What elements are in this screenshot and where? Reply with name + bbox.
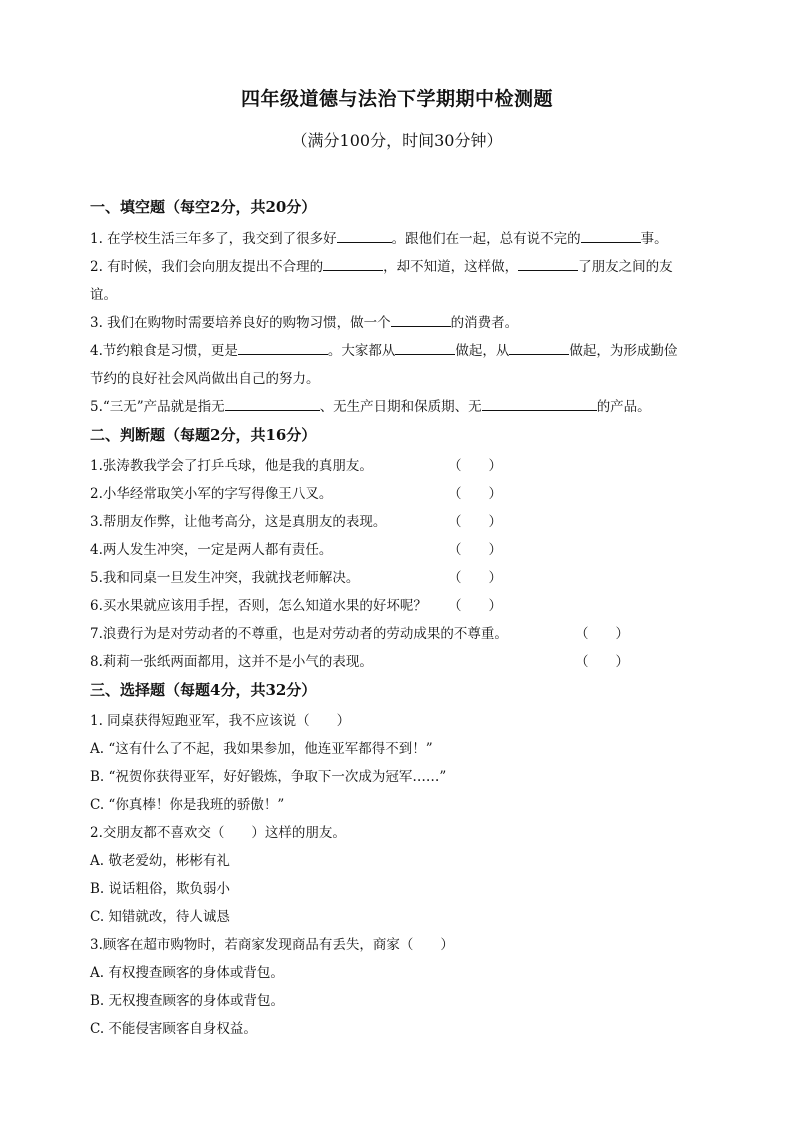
- judge-item: 4.两人发生冲突，一定是两人都有责任。: [90, 542, 333, 558]
- choice-question: 3.顾客在超市购物时，若商家发现商品有丢失，商家（ ）: [90, 937, 454, 953]
- choice-option[interactable]: B. “祝贺你获得亚军，好好锻炼，争取下一次成为冠军……”: [90, 769, 447, 785]
- answer-paren[interactable]: （ ）: [448, 486, 502, 502]
- fill-question-3: [90, 313, 518, 333]
- fill-q1-text-a: 1. 在学校生活三年多了，我交到了很多好: [90, 231, 337, 247]
- fill-question-5: [90, 397, 651, 417]
- fill-q4-text-c: 做起，从: [455, 343, 510, 359]
- choice-option[interactable]: C. “你真棒！你是我班的骄傲！”: [90, 797, 285, 813]
- judge-item: 8.莉莉一张纸两面都用，这并不是小气的表现。: [90, 654, 373, 670]
- choice-option[interactable]: A. 有权搜查顾客的身体或背包。: [90, 965, 284, 981]
- answer-blank[interactable]: [323, 257, 383, 271]
- exam-subtitle: （满分100分，时间30分钟）: [291, 131, 503, 150]
- fill-q2-text-c: 了朋友之间的友: [578, 259, 673, 275]
- judge-item: 7.浪费行为是对劳动者的不尊重，也是对劳动者的劳动成果的不尊重。: [90, 626, 508, 642]
- fill-q4-text-d: 做起，为形成勤俭: [569, 343, 678, 359]
- fill-q5-text-a: 5.“三无”产品就是指无: [90, 399, 225, 415]
- choice-option[interactable]: C. 不能侵害顾客自身权益。: [90, 1021, 257, 1037]
- exam-title: 四年级道德与法治下学期期中检测题: [240, 88, 553, 110]
- choice-question: 2.交朋友都不喜欢交（ ）这样的朋友。: [90, 825, 346, 841]
- choice-option[interactable]: C. 知错就改，待人诚恳: [90, 909, 230, 925]
- judge-item: 3.帮朋友作弊，让他考高分，这是真朋友的表现。: [90, 514, 387, 530]
- answer-blank[interactable]: [225, 397, 320, 411]
- fill-q2-text-d: 谊。: [90, 287, 117, 303]
- answer-paren[interactable]: （ ）: [575, 654, 629, 670]
- choice-question: 1. 同桌获得短跑亚军，我不应该说（ ）: [90, 713, 351, 729]
- judge-item: 5.我和同桌一旦发生冲突，我就找老师解决。: [90, 570, 360, 586]
- choice-option[interactable]: B. 无权搜查顾客的身体或背包。: [90, 993, 285, 1009]
- choice-option[interactable]: A. 敬老爱幼，彬彬有礼: [90, 853, 230, 869]
- answer-blank[interactable]: [395, 341, 455, 355]
- fill-q2-text-b: ，却不知道，这样做，: [383, 259, 519, 275]
- fill-question-4: [90, 341, 677, 361]
- answer-blank[interactable]: [238, 341, 328, 355]
- answer-paren[interactable]: （ ）: [448, 542, 502, 558]
- answer-blank[interactable]: [509, 341, 569, 355]
- choice-option[interactable]: B. 说话粗俗，欺负弱小: [90, 881, 231, 897]
- judge-item: 6.买水果就应该用手捏，否则，怎么知道水果的好坏呢？: [90, 598, 427, 614]
- answer-blank[interactable]: [337, 229, 392, 243]
- fill-question-2: [90, 257, 673, 277]
- answer-blank[interactable]: [581, 229, 641, 243]
- fill-section-heading: 一、填空题（每空2分，共20分）: [90, 198, 317, 216]
- judge-item: 2.小华经常取笑小军的字写得像王八叉。: [90, 486, 333, 502]
- answer-paren[interactable]: （ ）: [448, 458, 502, 474]
- fill-q5-text-b: 、无生产日期和保质期、无: [319, 399, 482, 415]
- answer-paren[interactable]: （ ）: [448, 570, 502, 586]
- choice-option[interactable]: A. “这有什么了不起，我如果参加，他连亚军都得不到！”: [90, 741, 433, 757]
- answer-blank[interactable]: [518, 257, 578, 271]
- answer-blank[interactable]: [391, 313, 451, 327]
- choice-section-heading: 三、选择题（每题4分，共32分）: [90, 681, 317, 699]
- fill-q1-text-b: 。跟他们在一起，总有说不完的: [391, 231, 581, 247]
- fill-q2-text-a: 2. 有时候，我们会向朋友提出不合理的: [90, 259, 324, 275]
- judge-item: 1.张涛教我学会了打乒乓球，他是我的真朋友。: [90, 458, 373, 474]
- answer-paren[interactable]: （ ）: [448, 514, 502, 530]
- fill-q1-text-c: 事。: [640, 231, 668, 247]
- fill-q5-text-c: 的产品。: [596, 399, 651, 415]
- answer-paren[interactable]: （ ）: [575, 626, 629, 642]
- fill-q4-text-a: 4.节约粮食是习惯，更是: [90, 343, 238, 359]
- fill-question-1: [90, 229, 668, 249]
- fill-q3-text-b: 的消费者。: [450, 315, 519, 331]
- answer-paren[interactable]: （ ）: [448, 598, 502, 614]
- fill-q3-text-a: 3. 我们在购物时需要培养良好的购物习惯，做一个: [90, 315, 391, 331]
- judge-section-heading: 二、判断题（每题2分，共16分）: [90, 426, 317, 444]
- fill-q4-text-b: 。大家都从: [327, 343, 396, 359]
- fill-q4-text-e: 节约的良好社会风尚做出自己的努力。: [90, 371, 320, 387]
- answer-blank[interactable]: [482, 397, 597, 411]
